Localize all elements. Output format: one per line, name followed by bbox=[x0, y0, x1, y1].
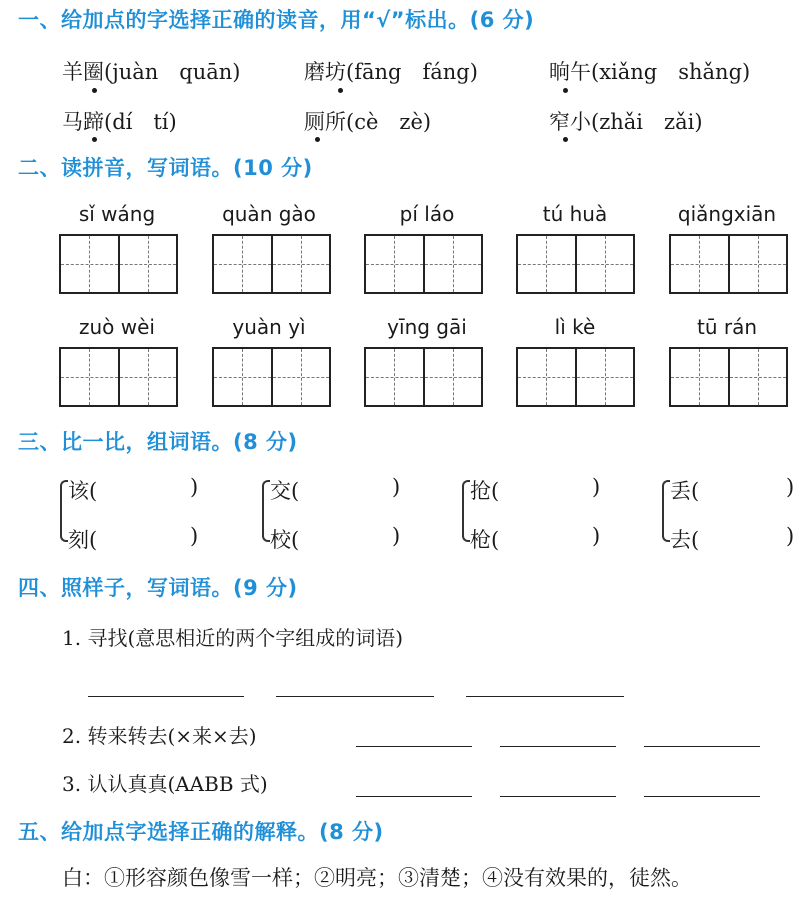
pinyin-label: lì kè bbox=[554, 315, 596, 339]
answer-line[interactable] bbox=[466, 696, 624, 697]
compare-top: 丢( bbox=[670, 479, 700, 503]
definition-line: 白：①形容颜色像雪一样；②明亮；③清楚；④没有效果的，徒然。 bbox=[62, 866, 692, 890]
q1-item-4: 马蹄(dí tí) bbox=[62, 110, 177, 134]
paren-close: ) bbox=[592, 475, 601, 499]
paren-close: ) bbox=[190, 475, 199, 499]
section-2-title: 二、读拼音，写词语。(10 分) bbox=[18, 156, 313, 180]
compare-bottom: 刻( bbox=[68, 528, 98, 552]
task-2: 2. 转来转去(×来×去) bbox=[62, 724, 257, 748]
answer-line[interactable] bbox=[644, 746, 760, 747]
paren-close: ) bbox=[786, 524, 795, 548]
writing-grid[interactable] bbox=[364, 234, 483, 294]
brace bbox=[662, 480, 670, 542]
compare-bottom: 去( bbox=[670, 528, 700, 552]
answer-line[interactable] bbox=[644, 796, 760, 797]
q1-item-5: 厕所(cè zè) bbox=[304, 110, 432, 134]
writing-grid[interactable] bbox=[516, 347, 635, 407]
task-3: 3. 认认真真(AABB 式) bbox=[62, 772, 268, 796]
compare-bottom: 枪( bbox=[470, 528, 500, 552]
answer-line[interactable] bbox=[356, 796, 472, 797]
pinyin-label: tū rán bbox=[696, 315, 758, 339]
pinyin-label: yuàn yì bbox=[232, 315, 306, 339]
writing-grid[interactable] bbox=[669, 347, 788, 407]
q1-item-3: 晌午(xiǎng shǎng) bbox=[549, 60, 751, 84]
writing-grid[interactable] bbox=[59, 347, 178, 407]
compare-top: 交( bbox=[270, 479, 300, 503]
emphasis-dot bbox=[315, 137, 320, 142]
pinyin-label: yīng gāi bbox=[387, 315, 467, 339]
emphasis-dot bbox=[92, 137, 97, 142]
section-4-title: 四、照样子，写词语。(9 分) bbox=[18, 576, 298, 600]
answer-line[interactable] bbox=[500, 746, 616, 747]
writing-grid[interactable] bbox=[364, 347, 483, 407]
writing-grid[interactable] bbox=[516, 234, 635, 294]
pinyin-label: sǐ wáng bbox=[78, 202, 156, 226]
section-5-title: 五、给加点字选择正确的解释。(8 分) bbox=[18, 820, 384, 844]
answer-line[interactable] bbox=[88, 696, 244, 697]
paren-close: ) bbox=[786, 475, 795, 499]
pinyin-label: zuò wèi bbox=[79, 315, 155, 339]
paren-close: ) bbox=[392, 524, 401, 548]
answer-line[interactable] bbox=[276, 696, 434, 697]
writing-grid[interactable] bbox=[212, 234, 331, 294]
emphasis-dot bbox=[563, 88, 568, 93]
pinyin-label: tú huà bbox=[542, 202, 608, 226]
section-1-title: 一、给加点的字选择正确的读音，用“√”标出。(6 分) bbox=[18, 8, 535, 32]
pinyin-label: qiǎngxiān bbox=[677, 202, 777, 226]
brace bbox=[462, 480, 470, 542]
compare-top: 该( bbox=[68, 479, 98, 503]
compare-bottom: 校( bbox=[270, 528, 300, 552]
pinyin-label: quàn gào bbox=[222, 202, 316, 226]
task-1: 1. 寻找(意思相近的两个字组成的词语) bbox=[62, 626, 404, 650]
writing-grid[interactable] bbox=[59, 234, 178, 294]
emphasis-dot bbox=[92, 88, 97, 93]
compare-top: 抢( bbox=[470, 479, 500, 503]
answer-line[interactable] bbox=[500, 796, 616, 797]
answer-line[interactable] bbox=[356, 746, 472, 747]
paren-close: ) bbox=[592, 524, 601, 548]
emphasis-dot bbox=[563, 137, 568, 142]
brace bbox=[262, 480, 270, 542]
paren-close: ) bbox=[190, 524, 199, 548]
brace bbox=[60, 480, 68, 542]
pinyin-label: pí láo bbox=[399, 202, 455, 226]
writing-grid[interactable] bbox=[212, 347, 331, 407]
section-3-title: 三、比一比，组词语。(8 分) bbox=[18, 430, 298, 454]
q1-item-1: 羊圈(juàn quān) bbox=[62, 60, 241, 84]
q1-item-6: 窄小(zhǎi zǎi) bbox=[549, 110, 703, 134]
paren-close: ) bbox=[392, 475, 401, 499]
emphasis-dot bbox=[338, 88, 343, 93]
q1-item-2: 磨坊(fāng fáng) bbox=[304, 60, 478, 84]
writing-grid[interactable] bbox=[669, 234, 788, 294]
